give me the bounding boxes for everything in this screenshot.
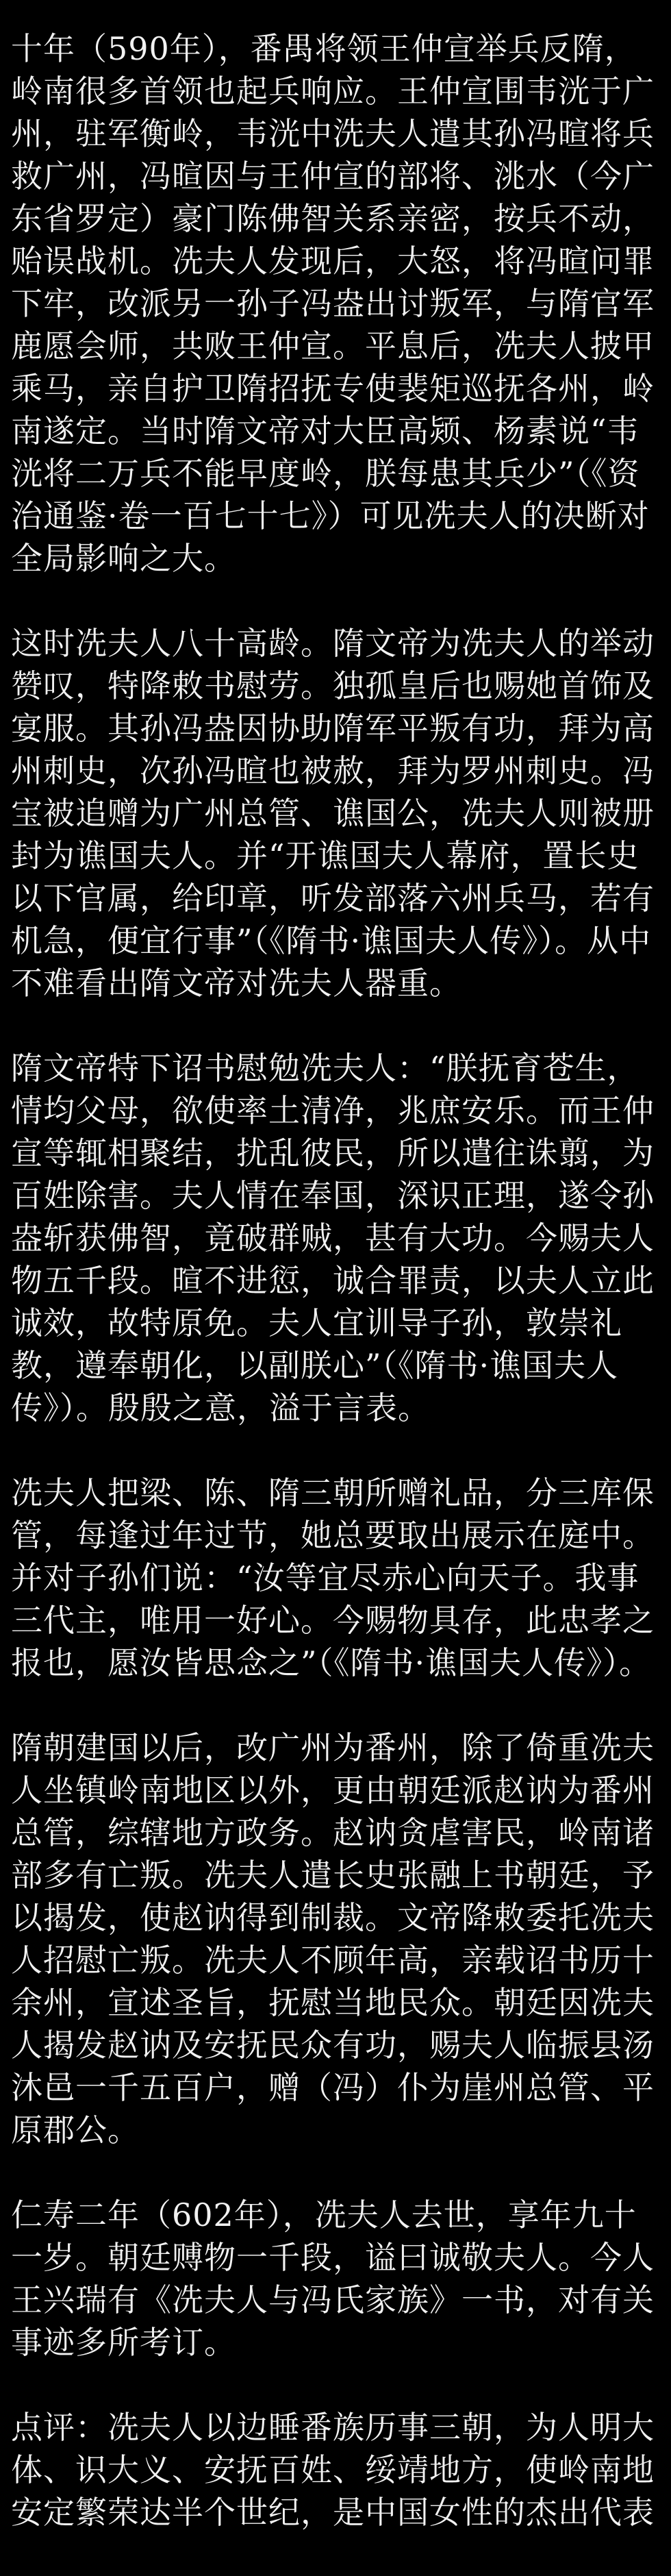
paragraph-commentary: 点评：冼夫人以边睡番族历事三朝，为人明大体、识大义、安抚百姓、绥靖地方，使岭南地安定繁荣达半个世纪，是中国女性的杰出代表 xyxy=(11,2409,655,2531)
paragraph-imperial-edict: 隋文帝特下诏书慰勉冼夫人：“朕抚育苍生，情均父母，欲使率土清净，兆庶安乐。而王仲宣等辄相聚结，扰乱彼民，所以遣往诛翦，为百姓除害。夫人情在奉国，深识正理，遂令孙盎斩获佛智，竟破群贼，甚有大功。今赐夫人物五千段。暄不进愆，诚合罪责，以夫人立此诚效，故特原免。夫人宜训导子孙，敦崇礼教，遵奉朝化，以副朕心”（《隋书·谯国夫人传》）。殷殷之意，溢于言表。 xyxy=(11,1050,655,1426)
paragraph-three-treasuries: 冼夫人把梁、陈、隋三朝所赠礼品，分三库保管，每逢过年过节，她总要取出展示在庭中。并对子孙们说：“汝等宜尽赤心向天子。我事三代主，唯用一好心。今赐物具存，此忠孝之报也，愿汝皆思念之”（《隋书·谯国夫人传》）。 xyxy=(11,1474,655,1681)
paragraph-death: 仁寿二年（602年），冼夫人去世，享年九十一岁。朝廷赙物一千段，谥曰诚敬夫人。今人王兴瑞有《冼夫人与冯氏家族》一书，对有关事迹多所考订。 xyxy=(11,2196,655,2361)
paragraph-rewards: 这时冼夫人八十高龄。隋文帝为冼夫人的举动赞叹，特降敕书慰劳。独孤皇后也赐她首饰及宴服。其孙冯盎因协助隋军平叛有功，拜为高州刺史，次孙冯暄也被赦，拜为罗州刺史。冯宝被追赠为广州总管、谯国公，冼夫人则被册封为谯国夫人。并“开谯国夫人幕府，置长史以下官属，给印章，听发部落六州兵马，若有机急，便宜行事”（《隋书·谯国夫人传》）。从中不难看出隋文帝对冼夫人器重。 xyxy=(11,625,655,1002)
paragraph-rebellion: 十年（590年），番禺将领王仲宣举兵反隋，岭南很多首领也起兵响应。王仲宣围韦洸于广州，驻军衡岭，韦洸中洗夫人遣其孙冯暄将兵救广州，冯暄因与王仲宣的部将、洮水（今广东省罗定）豪门陈佛智关系亲密，按兵不动，贻误战机。冼夫人发现后，大怒，将冯暄问罪下牢，改派另一孙子冯盎出讨叛军，与隋官军鹿愿会师，共败王仲宣。平息后，冼夫人披甲乘马，亲自护卫隋招抚专使裴矩巡抚各州，岭南遂定。当时隋文帝对大臣高颎、杨素说“韦洸将二万兵不能早度岭，朕每患其兵少”（《资治通鉴·卷一百七十七》）可见冼夫人的决断对全局影响之大。 xyxy=(11,30,655,577)
article-body xyxy=(11,27,660,2576)
paragraph-zhao-ne: 隋朝建国以后，改广州为番州，除了倚重冼夫人坐镇岭南地区以外，更由朝廷派赵讷为番州总管，综辖地方政务。赵讷贪虐害民，岭南诸部多有亡叛。冼夫人遣长史张融上书朝廷，予以揭发，使赵讷得到制裁。文帝降敕委托冼夫人招慰亡叛。冼夫人不顾年高，亲载诏书历十余州，宣述圣旨，抚慰当地民众。朝廷因冼夫人揭发赵讷及安抚民众有功，赐夫人临振县汤沐邑一千五百户，赠（冯）仆为崖州总管、平原郡公。 xyxy=(11,1729,655,2148)
